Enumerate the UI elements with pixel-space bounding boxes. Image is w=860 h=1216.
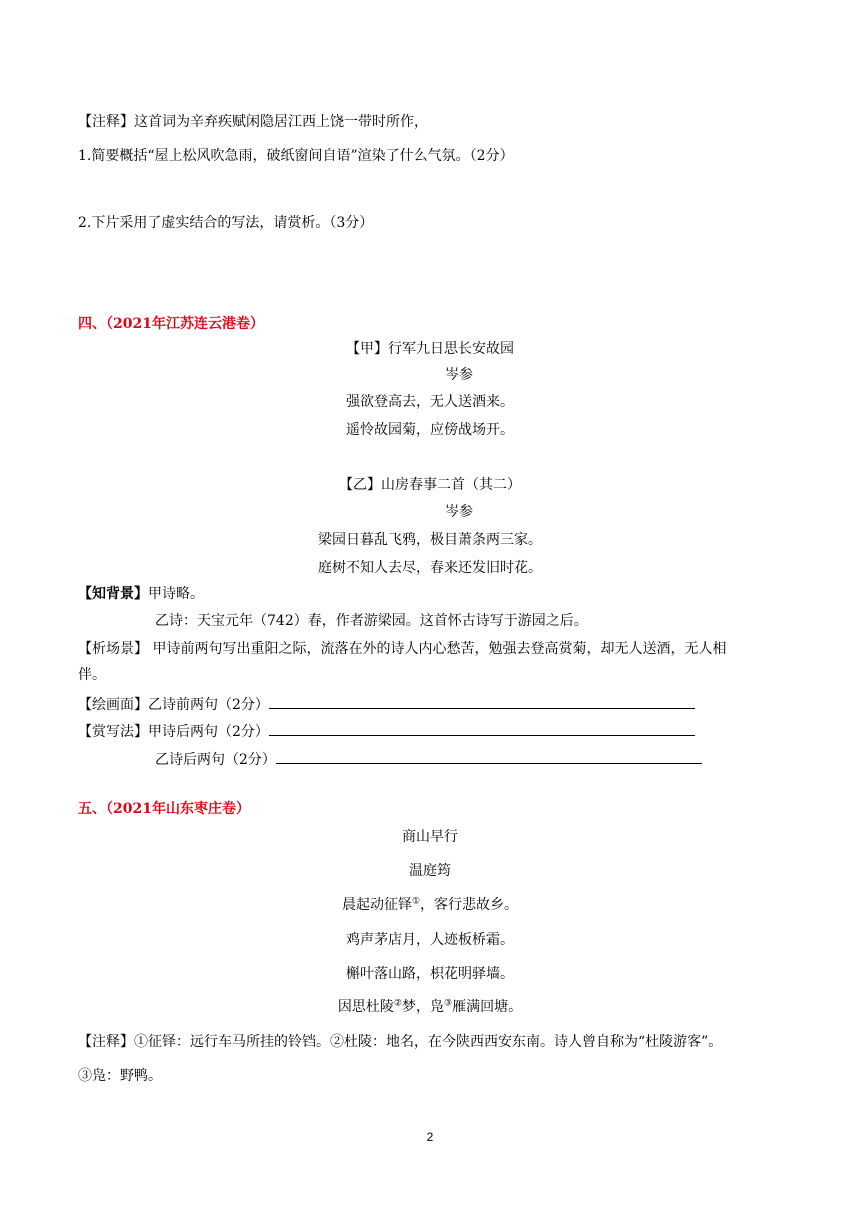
- footnote-mark-2: ②: [393, 998, 402, 1009]
- page-number: 2: [426, 1130, 434, 1144]
- footnote-mark-3: ③: [444, 998, 453, 1009]
- task-2-label: 【赏写法】甲诗后两句（2分）: [78, 724, 269, 740]
- poem2-author: 岑参: [445, 504, 473, 520]
- poem3-title: 商山早行: [402, 829, 458, 845]
- poem2-line-2: 庭树不知人去尽，春来还发旧时花。: [318, 560, 542, 576]
- answer-blank-3[interactable]: [276, 751, 702, 764]
- task-1: [78, 696, 695, 714]
- poem3-line-3: 槲叶落山路，枳花明驿墙。: [346, 966, 514, 982]
- poem3-author: 温庭筠: [409, 863, 451, 879]
- sec5-note-line-1: 【注释】①征铎：远行车马所挂的铃铛。②杜陵：地名，在今陕西西安东南。诗人曾自称为“杜陵游客”。: [78, 1034, 723, 1050]
- background-yi: 乙诗：天宝元年（742）春，作者游梁园。这首怀古诗写于游园之后。: [155, 613, 588, 629]
- analysis-line-1: 【析场景】 甲诗前两句写出重阳之际，流落在外的诗人内心愁苦，勉强去登高赏菊，却无人送酒，无人相: [78, 641, 727, 657]
- poem1-title: 【甲】行军九日思长安故园: [346, 341, 514, 357]
- footnote-mark-1: ①: [411, 896, 421, 907]
- poem1-line-1: 强欲登高去，无人送酒来。: [346, 394, 514, 410]
- poem3-line-1: [0, 896, 860, 914]
- poem3-line-1-b: ，客行悲故乡。: [420, 897, 519, 913]
- poem1-author: 岑参: [445, 367, 473, 383]
- poem3-line-4: [0, 998, 860, 1016]
- sec5-note-line-2: ③凫：野鸭。: [78, 1068, 162, 1084]
- background-jia: [78, 585, 204, 603]
- poem3-line-4-b: 梦，凫: [402, 999, 444, 1015]
- background-jia-text: 甲诗略。: [148, 586, 204, 602]
- task-3-label: 乙诗后两句（2分）: [155, 752, 276, 768]
- task-3: [155, 751, 702, 769]
- sec5-heading: 五、（2021年山东枣庄卷）: [78, 801, 250, 817]
- poem1-line-2: 遥怜故园菊，应傍战场开。: [346, 422, 514, 438]
- task-2: [78, 723, 695, 741]
- poem3-line-2: 鸡声茅店月，人迹板桥霜。: [346, 932, 514, 948]
- analysis-line-2: 伴。: [78, 667, 106, 683]
- sec3-note: 【注释】这首词为辛弃疾赋闲隐居江西上饶一带时所作，: [78, 114, 428, 130]
- sec3-question-1: 1.简要概括“屋上松风吹急雨，破纸窗间自语”渲染了什么气氛。（2分）: [78, 148, 514, 164]
- sec4-heading: 四、（2021年江苏连云港卷）: [78, 316, 264, 332]
- poem3-line-1-a: 晨起动征铎: [341, 897, 412, 913]
- answer-blank-1[interactable]: [269, 696, 695, 709]
- poem3-line-4-a: 因思杜陵: [337, 999, 394, 1015]
- sec3-question-2: 2.下片采用了虚实结合的写法，请赏析。（3分）: [78, 215, 374, 231]
- poem2-line-1: 梁园日暮乱飞鸦，极目萧条两三家。: [318, 532, 542, 548]
- poem2-title: 【乙】山房春事二首（其二）: [339, 477, 521, 493]
- answer-blank-2[interactable]: [269, 723, 695, 736]
- poem3-line-4-c: 雁满回塘。: [452, 999, 523, 1015]
- background-label: 【知背景】: [78, 586, 148, 602]
- task-1-label: 【绘画面】乙诗前两句（2分）: [78, 697, 269, 713]
